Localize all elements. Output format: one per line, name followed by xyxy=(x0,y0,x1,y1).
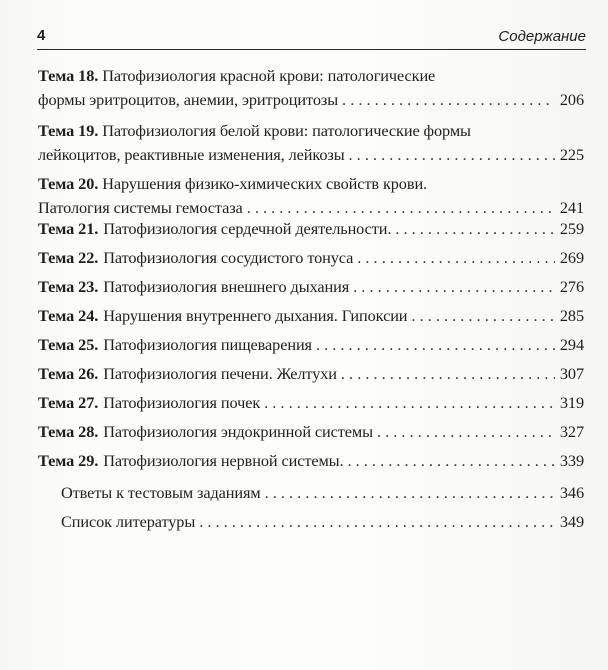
toc-entry-topic-23[interactable] xyxy=(38,275,584,299)
toc-entry-line xyxy=(38,217,584,241)
page-number: 4 xyxy=(37,27,46,44)
topic-title: Патофизиология сосудистого тонуса xyxy=(103,248,354,267)
page-ref: 269 xyxy=(559,248,584,267)
topic-label: Тема 21. xyxy=(38,219,99,238)
topic-label: Тема 23. xyxy=(38,277,99,296)
page-ref: 339 xyxy=(559,451,584,470)
toc-entry-topic-22[interactable] xyxy=(38,246,584,270)
page-ref: 225 xyxy=(559,145,584,164)
topic-title: Патофизиология печени. Желтухи xyxy=(103,364,337,383)
toc-entry-last-line xyxy=(38,88,584,112)
toc-entry-line xyxy=(38,275,584,299)
toc-entry-topic-20[interactable] xyxy=(38,172,584,220)
toc-entry-line xyxy=(38,304,584,328)
toc-entry-first-line xyxy=(38,119,584,143)
toc-entry-last-line xyxy=(38,143,584,167)
running-head: Содержание xyxy=(498,28,586,45)
toc-entry-line xyxy=(38,246,584,270)
toc-entry-topic-25[interactable] xyxy=(38,333,584,357)
page-ref: 327 xyxy=(559,422,584,441)
toc-entry-line xyxy=(38,333,584,357)
topic-title-line-1: Патофизиология красной крови: патологические xyxy=(102,66,436,85)
dot-leader xyxy=(411,304,554,328)
topic-title-line-1: Патофизиология белой крови: патологические формы xyxy=(102,121,471,140)
topic-label: Тема 24. xyxy=(38,306,99,325)
topic-label: Тема 26. xyxy=(38,364,99,383)
topic-title: Патофизиология нервной системы. xyxy=(103,451,344,470)
page-ref: 206 xyxy=(559,90,584,109)
page-ref: 259 xyxy=(559,219,584,238)
topic-title: Патофизиология внешнего дыхания xyxy=(103,277,350,296)
topic-label: Тема 29. xyxy=(38,451,99,470)
page-ref: 285 xyxy=(559,306,584,325)
dot-leader xyxy=(349,143,555,167)
dot-leader xyxy=(199,510,555,534)
toc-entry-topic-28[interactable] xyxy=(38,420,584,444)
topic-title: Нарушения внутреннего дыхания. Гипоксии xyxy=(103,306,408,325)
toc-entry-line xyxy=(61,510,584,534)
toc-entry-topic-21[interactable] xyxy=(38,217,584,241)
topic-title: Патофизиология эндокринной системы xyxy=(103,422,373,441)
appendix-title: Список литературы xyxy=(61,512,196,531)
page-ref: 349 xyxy=(559,512,584,531)
topic-title: Патофизиология пищеварения xyxy=(103,335,312,354)
page-ref: 241 xyxy=(559,198,584,217)
toc-entry-topic-19[interactable] xyxy=(38,119,584,167)
topic-label: Тема 20. xyxy=(38,174,99,193)
dot-leader xyxy=(357,246,555,270)
dot-leader xyxy=(395,217,555,241)
page-ref: 346 xyxy=(559,483,584,502)
topic-label: Тема 25. xyxy=(38,335,99,354)
toc-entry-line xyxy=(38,391,584,415)
toc-entry-line xyxy=(38,449,584,473)
dot-leader xyxy=(264,391,555,415)
topic-title-line-1: Нарушения физико-химических свойств крови. xyxy=(102,174,428,193)
topic-label: Тема 18. xyxy=(38,66,99,85)
dot-leader xyxy=(341,362,555,386)
toc-entry-topic-29[interactable] xyxy=(38,449,584,473)
page-ref: 294 xyxy=(559,335,584,354)
toc-entry-topic-27[interactable] xyxy=(38,391,584,415)
appendix-title: Ответы к тестовым заданиям xyxy=(61,483,261,502)
toc-entry-line xyxy=(38,420,584,444)
topic-title-line-2: формы эритроцитов, анемии, эритроцитозы xyxy=(38,90,339,109)
topic-label: Тема 27. xyxy=(38,393,99,412)
toc-entry-answers[interactable] xyxy=(61,481,584,505)
topic-title: Патофизиология почек xyxy=(103,393,261,412)
topic-title-line-2: лейкоцитов, реактивные изменения, лейкозы xyxy=(38,145,345,164)
topic-title: Патофизиология сердечной деятельности. xyxy=(103,219,392,238)
topic-label: Тема 22. xyxy=(38,248,99,267)
dot-leader xyxy=(316,333,555,357)
page-header xyxy=(37,27,586,50)
dot-leader xyxy=(377,420,555,444)
topic-label: Тема 28. xyxy=(38,422,99,441)
page-ref: 319 xyxy=(559,393,584,412)
dot-leader xyxy=(353,275,555,299)
topic-title-line-2: Патология системы гемостаза xyxy=(38,198,243,217)
topic-label: Тема 19. xyxy=(38,121,99,140)
toc-entry-topic-18[interactable] xyxy=(38,64,584,112)
toc-entry-topic-24[interactable] xyxy=(38,304,584,328)
dot-leader xyxy=(265,481,555,505)
toc-entry-references[interactable] xyxy=(61,510,584,534)
dot-leader xyxy=(348,449,555,473)
toc-entry-line xyxy=(38,362,584,386)
toc-entry-first-line xyxy=(38,172,584,196)
toc-entry-first-line xyxy=(38,64,584,88)
page-ref: 307 xyxy=(559,364,584,383)
page-ref: 276 xyxy=(559,277,584,296)
toc-entry-topic-26[interactable] xyxy=(38,362,584,386)
toc-entry-line xyxy=(61,481,584,505)
dot-leader xyxy=(342,88,555,112)
